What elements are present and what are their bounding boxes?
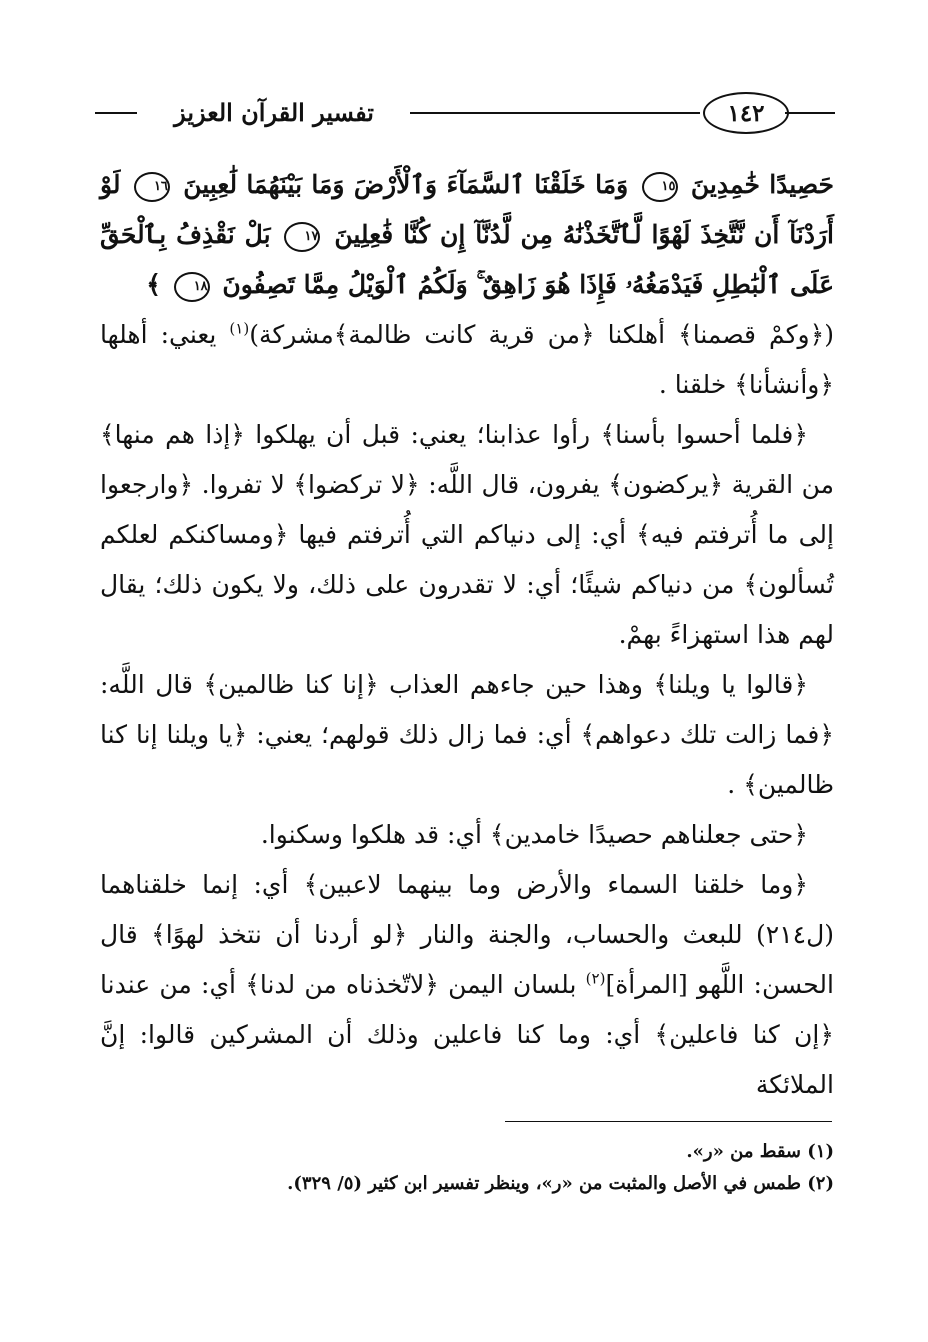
page-header	[95, 90, 835, 134]
verse-text-17: لَوْ أَرَدْنَآ أَن نَّتَّخِذَ لَهْوًا لَّٱتَّخَذْنَٰهُ مِن لَّدُنَّآ إِن كُنَّا فَٰعِلِينَ	[100, 170, 834, 249]
commentary-paragraph-2: ﴿فلما أحسوا بأسنا﴾ رأوا عذابنا؛ يعني: قبل أن يهلكوا ﴿إذا هم منها﴾ من القرية ﴿يركضون﴾ يفرون، قال اللَّه: ﴿لا تركضوا﴾ لا تفروا. ﴿وارجعوا إلى ما أُترفتم فيه﴾ أي: إلى دنياكم التي أُترفتم فيها ﴿ومساكنكم لعلكم تُسألون﴾ من دنياكم شيئًا؛ أي: لا تقدرون على ذلك، ولا يكون ذلك؛ يقال لهم هذا استهزاءً بهمْ.	[100, 420, 834, 649]
footnote-2: (٢) طمس في الأصل والمثبت من «ر»، وينظر تفسير ابن كثير (٥/ ٣٢٩).	[287, 1173, 834, 1194]
paragraph-1-text: (﴿وكمْ قصمنا﴾ أهلكنا ﴿من قرية كانت ظالمة﴾مشركة)	[249, 320, 834, 349]
footnote-separator	[505, 1121, 832, 1122]
commentary-paragraph-3: ﴿قالوا يا ويلنا﴾ وهذا حين جاءهم العذاب ﴿إنا كنا ظالمين﴾ قال اللَّه: ﴿فما زالت تلك دعواهم﴾ أي: فما زال ذلك قولهم؛ يعني: ﴿يا ويلنا إنا كنا ظالمين﴾ .	[100, 670, 834, 799]
header-rule-left	[95, 112, 137, 114]
commentary-paragraph-1	[100, 310, 834, 410]
verse-number-15: ١٥	[642, 172, 678, 202]
page-number: ١٤٢	[703, 92, 789, 134]
quran-verses	[100, 160, 834, 310]
commentary-paragraph-5	[100, 860, 834, 1110]
paragraph-1-text-b: يعني: أهلها ﴿وأنشأنا﴾ خلقنا .	[100, 320, 834, 399]
header-rule-middle	[410, 112, 700, 114]
verse-number-16: ١٦	[134, 172, 170, 202]
verse-close-bracket: ﴾	[146, 270, 161, 299]
running-title: تفسير القرآن العزيز	[174, 97, 374, 127]
commentary-paragraph-4: ﴿حتى جعلناهم حصيدًا خامدين﴾ أي: قد هلكوا وسكنوا.	[260, 820, 808, 849]
paragraph-5-text-b: بلسان اليمن ﴿لاتّخذناه من لدنا﴾ أي: من عندنا ﴿إن كنا فاعلين﴾ أي: وما كنا فاعلين وذلك أن المشركين قالوا: إنَّ الملائكة	[100, 970, 834, 1099]
footnote-1: (١) سقط من «ر».	[686, 1141, 834, 1162]
footnote-ref-1: (١)	[229, 319, 250, 338]
footnote-ref-2: (٢)	[585, 969, 606, 988]
verse-number-17: ١٧	[284, 222, 320, 252]
paragraph-5-text: ﴿وما خلقنا السماء والأرض وما بينهما لاعبين﴾ أي: إنما خلقناهما (ل٢١٤) للبعث والحساب، والجنة والنار ﴿لو أردنا أن نتخذ لهوًا﴾ قال الحسن: اللَّهو [المرأة]	[100, 870, 834, 999]
verse-number-18: ١٨	[174, 272, 210, 302]
page-content	[100, 160, 834, 1110]
verse-text-15: حَصِيدًا خَٰمِدِينَ	[690, 170, 834, 199]
footnotes	[100, 1136, 834, 1200]
verse-text-16: وَمَا خَلَقْنَا ٱلسَّمَآءَ وَٱلْأَرْضَ وَمَا بَيْنَهُمَا لَٰعِبِينَ	[183, 170, 629, 199]
verse-text-18: بَلْ نَقْذِفُ بِٱلْحَقِّ عَلَى ٱلْبَٰطِلِ فَيَدْمَغُهُۥ فَإِذَا هُوَ زَاهِقٌ ۚ وَلَكُمُ ٱلْوَيْلُ مِمَّا تَصِفُونَ	[100, 220, 834, 299]
header-rule-right	[785, 112, 835, 114]
